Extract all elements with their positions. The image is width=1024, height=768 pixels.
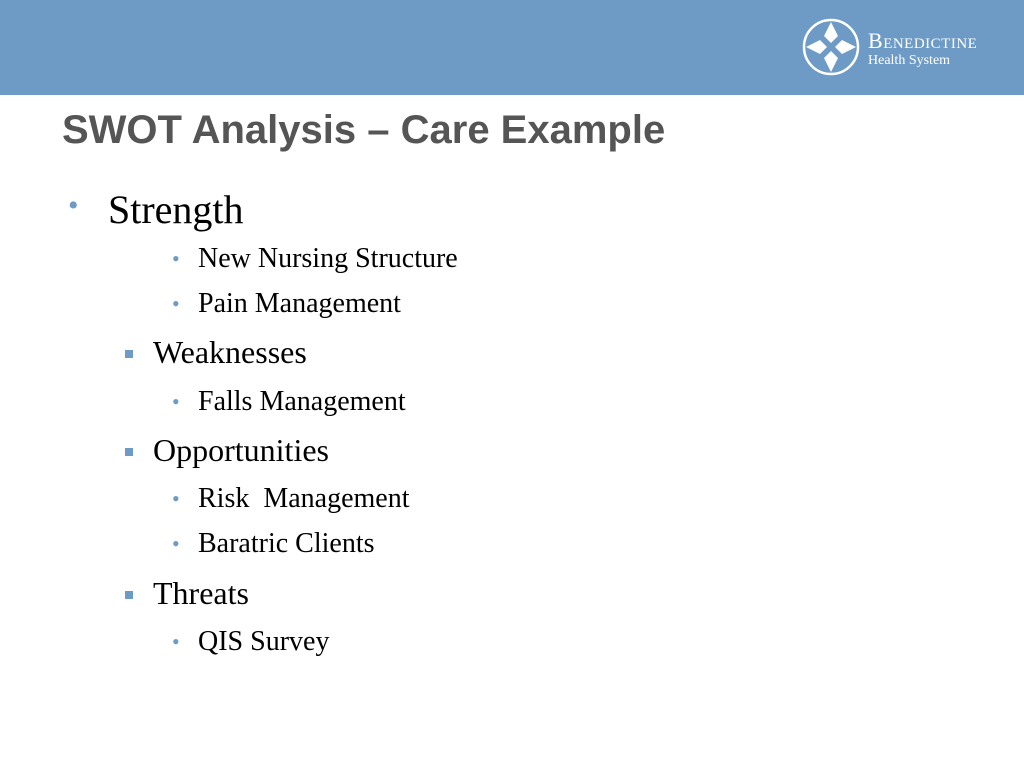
bullet-square-icon (125, 448, 133, 456)
cross-emblem-icon (800, 16, 862, 78)
bullet-dot-icon: • (172, 531, 180, 556)
logo-subtitle: Health System (868, 53, 951, 68)
list-item-risk-management: Risk Management (198, 483, 410, 514)
bullet-dot-icon: • (68, 189, 79, 222)
bullet-square-icon (125, 591, 133, 599)
bullet-dot-icon: • (172, 486, 180, 511)
list-item-weaknesses: Weaknesses (153, 334, 307, 370)
list-item-strength: Strength (108, 187, 244, 232)
list-item-threats: Threats (153, 575, 249, 611)
bullet-square-icon (125, 350, 133, 358)
bullet-dot-icon: • (172, 629, 180, 654)
slide-title: SWOT Analysis – Care Example (62, 108, 666, 152)
list-item-opportunities: Opportunities (153, 432, 329, 468)
bullet-dot-icon: • (172, 291, 180, 316)
list-item-pain-management: Pain Management (198, 288, 401, 319)
list-item-new-nursing-structure: New Nursing Structure (198, 243, 458, 274)
list-item-baratric-clients: Baratric Clients (198, 528, 375, 559)
bullet-dot-icon: • (172, 246, 180, 271)
bullet-dot-icon: • (172, 389, 180, 414)
list-item-falls-management: Falls Management (198, 386, 406, 417)
logo-name: BENEDICTINE (868, 28, 978, 53)
list-item-qis-survey: QIS Survey (198, 626, 330, 657)
